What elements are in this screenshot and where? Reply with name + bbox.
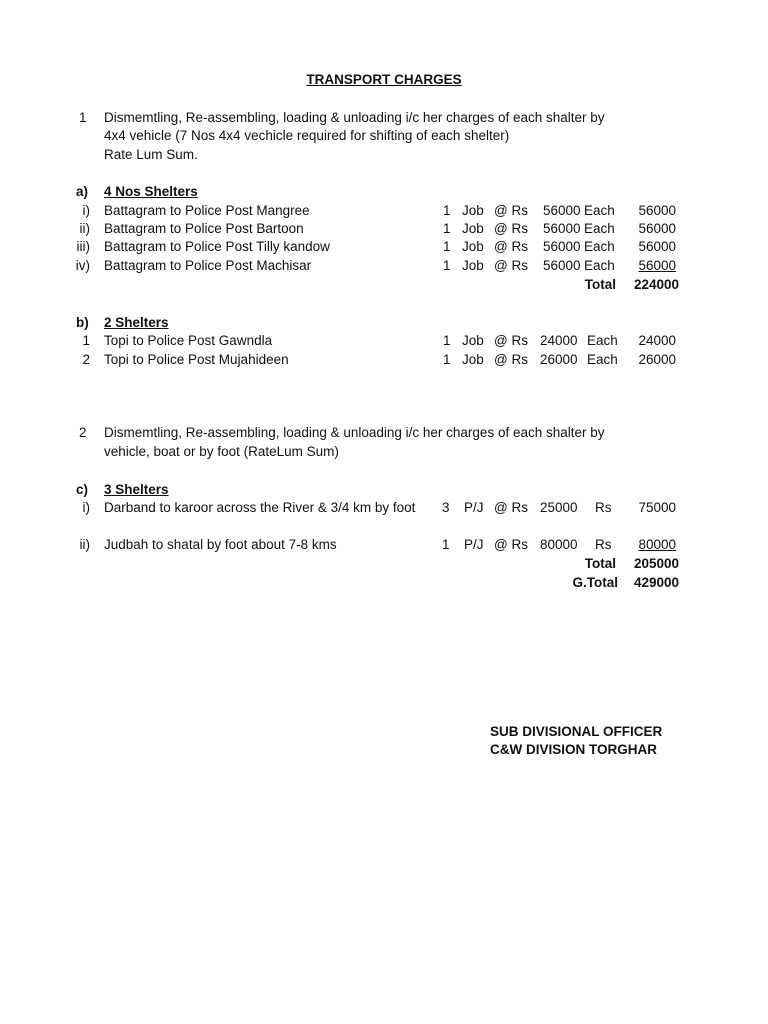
table-row-rate: 56000 (543, 239, 581, 254)
signature-title: SUB DIVISIONAL OFFICER (490, 724, 663, 739)
item-2-number: 2 (79, 425, 87, 440)
table-row-at-rs: @ Rs (494, 258, 528, 273)
page-title: TRANSPORT CHARGES (306, 72, 462, 87)
table-row-unit: Job (462, 221, 484, 236)
table-row-per: Each (587, 352, 618, 367)
table-row-rate: 24000 (540, 333, 578, 348)
table-row-quantity: 1 (443, 239, 451, 254)
section-a-total: 224000 (633, 277, 679, 292)
table-row-at-rs: @ Rs (494, 221, 528, 236)
section-a-heading: 4 Nos Shelters (104, 184, 198, 199)
table-row-unit: P/J (464, 500, 484, 515)
table-row-description: Battagram to Police Post Machisar (104, 258, 312, 273)
table-row-amount: 56000 (638, 203, 676, 218)
item-2-text-line-1: Dismemtling, Re-assembling, loading & unloading i/c her charges of each shalter by (104, 425, 605, 440)
table-row-description: Battagram to Police Post Tilly kandow (104, 239, 330, 254)
table-row-per: Each (584, 239, 615, 254)
table-row-per: Each (587, 333, 618, 348)
section-a-total-label: Total (584, 277, 616, 292)
table-row-index: ii) (79, 221, 90, 236)
item-1-text-line-3: Rate Lum Sum. (104, 147, 198, 162)
table-row-rate: 56000 (543, 203, 581, 218)
table-row-per: Each (584, 221, 615, 236)
table-row-description: Battagram to Police Post Mangree (104, 203, 310, 218)
table-row-amount: 56000 (638, 258, 676, 273)
table-row-quantity: 1 (442, 537, 450, 552)
grand-total: 429000 (633, 575, 679, 590)
table-row-index: iii) (76, 239, 90, 254)
section-c-label: c) (76, 482, 89, 497)
table-row-unit: Job (462, 239, 484, 254)
table-row-per: Rs (595, 537, 612, 552)
table-row-unit: Job (462, 258, 484, 273)
table-row-rate: 26000 (540, 352, 578, 367)
table-row-index: iv) (75, 258, 90, 273)
table-row-unit: P/J (464, 537, 484, 552)
table-row-rate: 56000 (543, 258, 581, 273)
table-row-rate: 25000 (540, 500, 578, 515)
table-row-index: ii) (79, 537, 90, 552)
table-row-index: i) (82, 500, 90, 515)
table-row-amount: 56000 (638, 239, 676, 254)
item-1-number: 1 (79, 110, 87, 125)
table-row-unit: Job (462, 203, 484, 218)
table-row-index: i) (82, 203, 90, 218)
table-row-unit: Job (462, 333, 484, 348)
table-row-at-rs: @ Rs (494, 352, 528, 367)
section-c-total: 205000 (633, 556, 679, 571)
table-row-at-rs: @ Rs (494, 537, 528, 552)
table-row-per: Rs (595, 500, 612, 515)
table-row-rate: 56000 (543, 221, 581, 236)
table-row-amount: 80000 (638, 537, 676, 552)
table-row-at-rs: @ Rs (494, 239, 528, 254)
section-c-heading: 3 Shelters (104, 482, 169, 497)
table-row-amount: 26000 (638, 352, 676, 367)
item-1-text-line-2: 4x4 vehicle (7 Nos 4x4 vechicle required for shifting of each shelter) (104, 128, 510, 143)
grand-total-label: G.Total (572, 575, 618, 590)
table-row-description: Darband to karoor across the River & 3/4 km by foot (104, 500, 416, 515)
table-row-quantity: 1 (443, 333, 451, 348)
item-2-text-line-2: vehicle, boat or by foot (RateLum Sum) (104, 444, 339, 459)
table-row-quantity: 1 (443, 203, 451, 218)
table-row-per: Each (584, 258, 615, 273)
table-row-index: 1 (82, 333, 90, 348)
table-row-quantity: 3 (442, 500, 450, 515)
section-c-total-label: Total (584, 556, 616, 571)
table-row-amount: 75000 (638, 500, 676, 515)
section-b-label: b) (76, 315, 89, 330)
table-row-at-rs: @ Rs (494, 333, 528, 348)
table-row-at-rs: @ Rs (494, 203, 528, 218)
table-row-rate: 80000 (540, 537, 578, 552)
table-row-amount: 56000 (638, 221, 676, 236)
table-row-description: Topi to Police Post Gawndla (104, 333, 273, 348)
item-1-text-line-1: Dismemtling, Re-assembling, loading & unloading i/c her charges of each shalter by (104, 110, 605, 125)
table-row-per: Each (584, 203, 615, 218)
table-row-unit: Job (462, 352, 484, 367)
section-a-label: a) (76, 184, 89, 199)
table-row-description: Judbah to shatal by foot about 7-8 kms (104, 537, 337, 552)
section-b-heading: 2 Shelters (104, 315, 169, 330)
table-row-amount: 24000 (638, 333, 676, 348)
table-row-quantity: 1 (443, 258, 451, 273)
signature-division: C&W DIVISION TORGHAR (490, 742, 658, 757)
table-row-at-rs: @ Rs (494, 500, 528, 515)
table-row-quantity: 1 (443, 221, 451, 236)
table-row-description: Battagram to Police Post Bartoon (104, 221, 304, 236)
table-row-description: Topi to Police Post Mujahideen (104, 352, 289, 367)
table-row-quantity: 1 (443, 352, 451, 367)
table-row-index: 2 (82, 352, 90, 367)
